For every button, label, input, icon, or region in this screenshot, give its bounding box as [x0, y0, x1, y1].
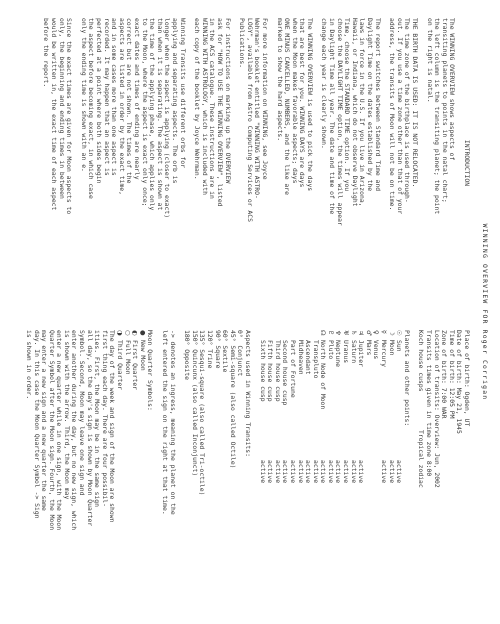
- planet-symbol-icon: ♂: [364, 330, 373, 336]
- paragraph-line: on the right is natal.: [425, 18, 434, 103]
- paragraph-line: Wehrman's booklet entitled "WINNING WITH ASTRO-: [253, 18, 262, 199]
- reference-column: [24, 330, 470, 620]
- planet-symbol-icon: ♀: [372, 330, 381, 335]
- planet-status: active: [387, 460, 396, 484]
- planet-status: active: [380, 460, 389, 484]
- planet-name: Uranus: [342, 340, 351, 364]
- planet-status: active: [281, 460, 290, 484]
- paragraph-line: perfected at a point where both sides begin: [95, 18, 104, 184]
- planet-name: Venus: [372, 340, 381, 360]
- planet-status: active: [357, 460, 366, 484]
- moon-quarter-row: [131, 330, 139, 620]
- planet-name: Transpluto: [311, 340, 320, 379]
- planet-status: active: [349, 460, 358, 484]
- aspect-row: 120° Trine: [206, 330, 214, 369]
- paragraph-line: address, the transits of Moon will not be on time.: [388, 18, 397, 211]
- paragraph-line: the left column is the transiting planet; the point: [433, 18, 442, 215]
- paragraph-line: change each year is clearly shown.: [320, 18, 329, 149]
- paragraph-line: For instructions on marking up the OVERVIEW: [223, 18, 232, 184]
- moon-quarter-row: [123, 330, 131, 620]
- aspect-row: 0° Conjunct: [236, 330, 245, 377]
- spacer: [251, 330, 258, 620]
- planet-symbol-icon: ♃: [357, 330, 366, 336]
- paragraph-line: in Daylight Time all year. The date and time of the: [328, 18, 337, 215]
- moon-text-line: ities. First, the Moon may be in the same sign: [93, 330, 102, 507]
- paragraph-line: THE BIRTH DATA IS USED: IT IS NOT RELOCATED.: [411, 18, 420, 188]
- paragraph-line: transiting planets to points in the natal chart;: [440, 18, 449, 203]
- planet-symbol-icon: ☿: [380, 330, 389, 334]
- planet-symbol-icon: ♇: [326, 330, 335, 336]
- paragraph-line: aspects are listed in order by the exact time,: [117, 18, 126, 195]
- planet-name: Moon: [387, 340, 396, 356]
- planet-symbol-icon: ♆: [334, 330, 343, 336]
- paragraph-line: laws in force in the U.S. If you live in Arizona,: [358, 18, 367, 207]
- paragraph-line: applying and separating aspects. The orb is: [171, 18, 179, 184]
- planet-row: [273, 330, 281, 620]
- planet-name: Mars: [364, 340, 373, 356]
- moon-phase-icon: ○: [123, 330, 132, 336]
- report-title: WINNING OVERVIEW FOR Roger Corrigan: [481, 223, 489, 401]
- birth-data-line: Zone of birth: 7:00 WAR: [440, 330, 449, 419]
- paragraph-line: choose the DAYLIGHT TIME option, the times will appear: [335, 18, 344, 226]
- paragraph-line: the aspect before becoming exact, in which case: [87, 18, 96, 199]
- paragraph-line: The report switches between Standard Time and: [373, 18, 382, 192]
- birth-data-line: Date of birth: May 21, 1945: [455, 330, 464, 434]
- planet-row: [364, 330, 372, 620]
- planet-name: North Node of Moon: [319, 340, 328, 410]
- moon-text-line: is shown with the arrow. Third, the Moon may: [62, 330, 71, 500]
- planet-row: [349, 330, 357, 620]
- planet-row: [326, 330, 334, 620]
- planet-row: [379, 330, 387, 620]
- moon-quarter-row: [138, 330, 146, 620]
- paragraph-line: in the ACS catalogue. These instructions are in: [208, 18, 217, 199]
- paragraph-line: each copy of the booklet by Joyce Wehrman.: [193, 18, 202, 180]
- spacer: [35, 18, 42, 308]
- paragraph-line: The WINNING OVERVIEW shows aspects of: [448, 18, 457, 161]
- paragraph-line: only the ending time is shown with an e.: [79, 18, 88, 172]
- planet-status: active: [311, 460, 320, 484]
- planet-row: [296, 330, 304, 620]
- planet-name: Third house cusp: [273, 340, 282, 402]
- spacer: [418, 18, 425, 308]
- spacer: [455, 18, 462, 308]
- paragraph-line: only, the beginning and ending times in between: [57, 18, 66, 199]
- paragraph-line: to the Moon, where the aspect is exact only once;: [140, 18, 149, 207]
- moon-phase-icon: ◑: [116, 330, 125, 336]
- planet-row: [258, 330, 266, 620]
- spacer: [410, 330, 417, 620]
- planet-status: active: [266, 460, 275, 484]
- birth-data-line: Place of birth: Ogden, UT: [463, 330, 471, 427]
- planet-row: [334, 330, 342, 620]
- moon-quarter-name: Third Quarter: [116, 340, 125, 391]
- paragraph-line: LOGY", available from Astro Computing Services or ACS: [245, 18, 254, 222]
- paragraph-line: Since the exact times are given for Moon aspects to: [65, 18, 74, 215]
- introduction-column: [35, 18, 470, 308]
- spacer: [72, 18, 79, 308]
- planet-status: active: [288, 460, 297, 484]
- paragraph-line: before the report.: [42, 18, 51, 88]
- planet-row: [266, 330, 274, 620]
- paragraph-line: correct but are not shown. The times of the: [125, 18, 134, 184]
- paragraph-line: Publications.: [238, 18, 247, 69]
- paragraph-line: The time zone of the birthplace is used through-: [403, 18, 412, 203]
- moon-text-line: Quarter Symbol after the Moon sign. Fourth, the Moon: [47, 330, 56, 531]
- planet-status: active: [395, 460, 404, 484]
- birth-data-line: Location of transits: Overview: Jun, 2002: [432, 330, 441, 488]
- planet-symbol-icon: ☽: [387, 330, 396, 336]
- aspects-heading: Aspects used in Winning Transits:: [243, 330, 252, 457]
- paragraph-line: Time, choose the STANDARD TIME option. If you: [343, 18, 352, 192]
- paragraph-line: the time of the applying phase, which applies only: [148, 18, 157, 211]
- paragraph-line: Winning Transits use different orbs for: [178, 18, 187, 169]
- planet-status: active: [342, 460, 351, 484]
- planet-row: [342, 330, 350, 620]
- paragraph-line: longer when the aspect is applying (closer to exact): [163, 18, 172, 219]
- ingress-note-line: left entered the sign on the right at that time.: [161, 330, 170, 515]
- paragraph-line: The WINNING OVERVIEW is used to pick the days: [305, 18, 314, 192]
- planet-row: [304, 330, 312, 620]
- aspect-row: 135° Sesqui-square (also called Tri-octile): [198, 330, 207, 496]
- planet-name: Saturn: [349, 340, 358, 364]
- planet-name: Sun: [395, 340, 404, 352]
- birth-data-line: Time of birth: 12:05 PM: [447, 330, 456, 419]
- aspect-row: 60° Sextile: [221, 330, 230, 373]
- planet-name: Sixth house cusp: [258, 340, 267, 402]
- planet-row: [288, 330, 296, 620]
- planet-name: Pluto: [326, 340, 335, 360]
- planet-status: active: [304, 460, 313, 484]
- spacer: [176, 330, 183, 620]
- moon-text-line: day. In this case the Moon Quarter Symbol -> Sign: [32, 330, 41, 519]
- aspect-row: 180° Opposite: [183, 330, 192, 381]
- paragraph-line: when the Moon makes favorable aspects; days: [290, 18, 299, 184]
- moon-text-line: Symbol. Second, Moon may leave one sign and: [78, 330, 87, 496]
- paragraph-line: For more information on WINNING, see Joyce: [260, 18, 269, 180]
- planet-row: [372, 330, 380, 620]
- moon-text-line: is shown in order.: [24, 330, 33, 400]
- moon-quarter-name: New Moon: [138, 340, 147, 371]
- planet-name: Fifth house cusp: [266, 340, 275, 402]
- planet-name: Ascendant: [304, 340, 313, 375]
- birth-data-line: Transits times given in time zone 8:00: [425, 330, 434, 477]
- moon-text-line: enter another during the day, but no new sign, which: [70, 330, 79, 531]
- paragraph-line: ask for "HOW TO USE THE WINNING OVERVIEW", listed: [215, 18, 224, 207]
- paragraph-line: exact dates and times of ending are nearly: [133, 18, 142, 180]
- planet-symbol-icon: ☊: [319, 330, 328, 336]
- moon-quarter-name: Full Moon: [123, 340, 132, 375]
- planet-status: active: [326, 460, 335, 484]
- planet-name: Jupiter: [357, 340, 366, 367]
- aspect-row: 90° Square: [213, 330, 222, 369]
- moon-phase-icon: ◐: [131, 330, 140, 336]
- planet-symbol-icon: ☉: [395, 330, 404, 336]
- planets-heading: Planets and other points:: [402, 330, 411, 427]
- paragraph-line: and in some cases more than one aspect is: [110, 18, 119, 176]
- planet-name: Neptune: [334, 340, 343, 367]
- planet-row: [357, 330, 365, 620]
- planet-status: active: [296, 460, 305, 484]
- planet-status: active: [258, 460, 267, 484]
- paragraph-line: would be written in, the exact time of each aspect: [50, 18, 59, 211]
- moon-quarter-heading: Moon Quarter Symbols:: [146, 330, 155, 411]
- planet-status: active: [334, 460, 343, 484]
- planet-name: Second house cusp: [281, 340, 290, 406]
- planet-row: [319, 330, 327, 620]
- planet-row: [387, 330, 395, 620]
- paragraph-line: ONE MINUS CANCELLED, NUMBERS, and the like are: [283, 18, 292, 195]
- planet-name: Midheaven: [296, 340, 305, 375]
- spacer: [268, 18, 275, 308]
- moon-text-line: all day, so the day's sign is shown by Moon Quarter: [85, 330, 94, 527]
- planet-row: [281, 330, 289, 620]
- paragraph-line: marked to show the hard aspects.: [275, 18, 284, 142]
- spacer: [186, 18, 193, 308]
- spacer: [231, 18, 238, 308]
- planet-name: Mercury: [380, 340, 389, 367]
- moon-quarter-name: First Quarter: [131, 340, 140, 391]
- paragraph-line: WINNING WITH ASTROLOGY, which is included with: [200, 18, 209, 195]
- paragraph-line: Daylight Time on the dates established by the: [366, 18, 375, 192]
- spacer: [381, 18, 388, 308]
- spacer: [153, 330, 160, 620]
- moon-text-line: may enter a new sign and a new quarter the same: [40, 330, 49, 511]
- planet-symbol-icon: ♄: [349, 330, 358, 336]
- birth-data-line: Koch house cusps Tropical zodiac: [417, 330, 426, 488]
- ingress-note-line: -> denotes an ingress, meaning the planet on the: [168, 330, 177, 515]
- moon-text-line: The day of the week and sign of the Moon are shown: [108, 330, 117, 523]
- moon-quarter-row: [115, 330, 123, 620]
- section-heading: INTRODUCTION: [463, 139, 471, 187]
- paragraph-line: that are best for you. WINNING DAYS are days: [298, 18, 307, 188]
- aspect-row: 45° Semi-square (also called Octile): [228, 330, 237, 469]
- planet-name: Part of Fortune: [288, 340, 297, 398]
- aspect-row: 150° Quincunx (also called Inconjunct): [190, 330, 199, 477]
- paragraph-line: than when it is separating. The aspect is shown at: [155, 18, 164, 211]
- planet-status: active: [319, 460, 328, 484]
- paragraph-line: out. If you use a time zone other than that of your: [395, 18, 404, 215]
- planet-row: [395, 330, 403, 620]
- planet-status: active: [273, 460, 282, 484]
- moon-text-line: first thing each day. There are four possibil-: [100, 330, 109, 507]
- paragraph-line: recorded. It may happen that an aspect is: [102, 18, 111, 176]
- spacer: [313, 18, 320, 308]
- moon-phase-icon: ●: [138, 330, 147, 336]
- planet-symbol-icon: ♅: [342, 330, 351, 336]
- paragraph-line: Hawaii, or Indiana, which do not observe Daylight: [350, 18, 359, 207]
- planet-row: [311, 330, 319, 620]
- moon-text-line: enter a new quarter while in one sign, with the Moon: [55, 330, 64, 531]
